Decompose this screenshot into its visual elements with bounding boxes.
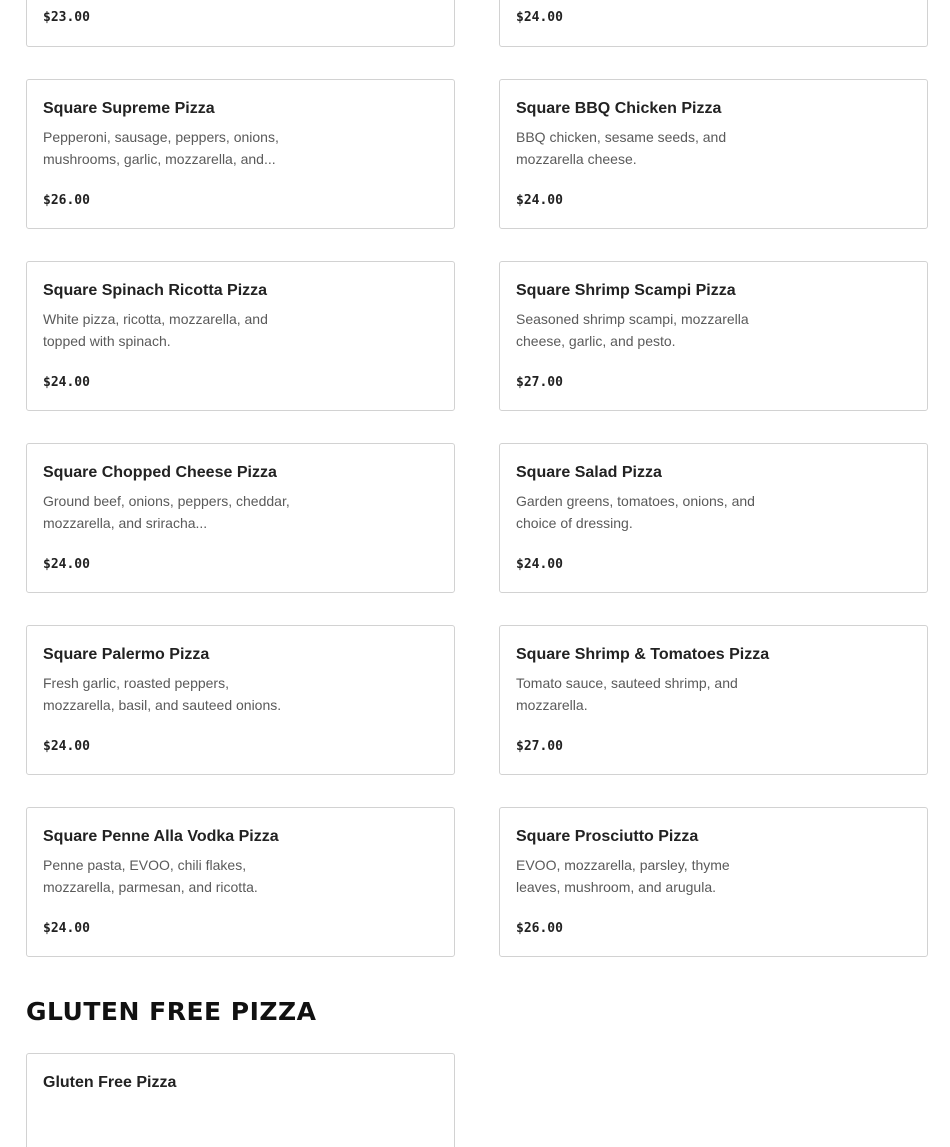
item-price: $24.00 <box>516 557 563 572</box>
menu-item-card[interactable] <box>26 261 455 411</box>
menu-item-card[interactable] <box>26 807 455 957</box>
item-price: $24.00 <box>43 557 90 572</box>
item-price: $24.00 <box>516 10 563 25</box>
item-price: $26.00 <box>516 921 563 936</box>
menu-item-card[interactable] <box>499 807 928 957</box>
item-description: Penne pasta, EVOO, chili flakes, mozzarella, parmesan, and ricotta. <box>43 857 258 895</box>
item-name: Square Prosciutto Pizza <box>516 828 699 845</box>
item-description: Fresh garlic, roasted peppers, mozzarella, basil, and sauteed onions. <box>43 675 282 713</box>
item-price: $27.00 <box>516 375 563 390</box>
item-name: Square Shrimp Scampi Pizza <box>516 282 736 299</box>
menu-item-card[interactable] <box>26 443 455 593</box>
item-name: Square BBQ Chicken Pizza <box>516 100 722 117</box>
item-price: $24.00 <box>43 375 90 390</box>
item-name: Gluten Free Pizza <box>43 1074 177 1091</box>
item-price: $24.00 <box>43 739 90 754</box>
item-name: Square Spinach Ricotta Pizza <box>43 282 268 299</box>
menu-item-card[interactable] <box>499 79 928 229</box>
item-description: Seasoned shrimp scampi, mozzarella cheese, garlic, and pesto. <box>516 311 749 349</box>
item-description: Tomato sauce, sauteed shrimp, and mozzarella. <box>516 675 738 713</box>
menu-item-card[interactable] <box>26 1053 455 1147</box>
menu-item-card[interactable] <box>499 625 928 775</box>
menu-item-card[interactable] <box>499 0 928 47</box>
item-price: $24.00 <box>43 921 90 936</box>
item-price: $23.00 <box>43 10 90 25</box>
item-description: EVOO, mozzarella, parsley, thyme leaves, mushroom, and arugula. <box>516 857 730 895</box>
item-description: Ground beef, onions, peppers, cheddar, mozzarella, and sriracha... <box>43 493 290 531</box>
item-description: White pizza, ricotta, mozzarella, and topped with spinach. <box>43 311 268 349</box>
menu-item-card[interactable] <box>499 443 928 593</box>
item-name: Square Palermo Pizza <box>43 646 210 663</box>
item-name: Square Salad Pizza <box>516 464 662 481</box>
item-description: Garden greens, tomatoes, onions, and choice of dressing. <box>516 493 755 531</box>
menu-item-card[interactable] <box>26 0 455 47</box>
item-description: Pepperoni, sausage, peppers, onions, mushrooms, garlic, mozzarella, and... <box>43 129 279 167</box>
item-name: Square Supreme Pizza <box>43 100 215 117</box>
item-name: Square Chopped Cheese Pizza <box>43 464 277 481</box>
item-name: Square Penne Alla Vodka Pizza <box>43 828 279 845</box>
item-name: Square Shrimp & Tomatoes Pizza <box>516 646 770 663</box>
item-price: $27.00 <box>516 739 563 754</box>
section-title: GLUTEN FREE PIZZA <box>26 997 317 1026</box>
menu-item-card[interactable] <box>499 261 928 411</box>
item-price: $26.00 <box>43 193 90 208</box>
menu-item-card[interactable] <box>26 625 455 775</box>
menu-item-card[interactable] <box>26 79 455 229</box>
item-description: BBQ chicken, sesame seeds, and mozzarella cheese. <box>516 129 727 167</box>
item-price: $24.00 <box>516 193 563 208</box>
